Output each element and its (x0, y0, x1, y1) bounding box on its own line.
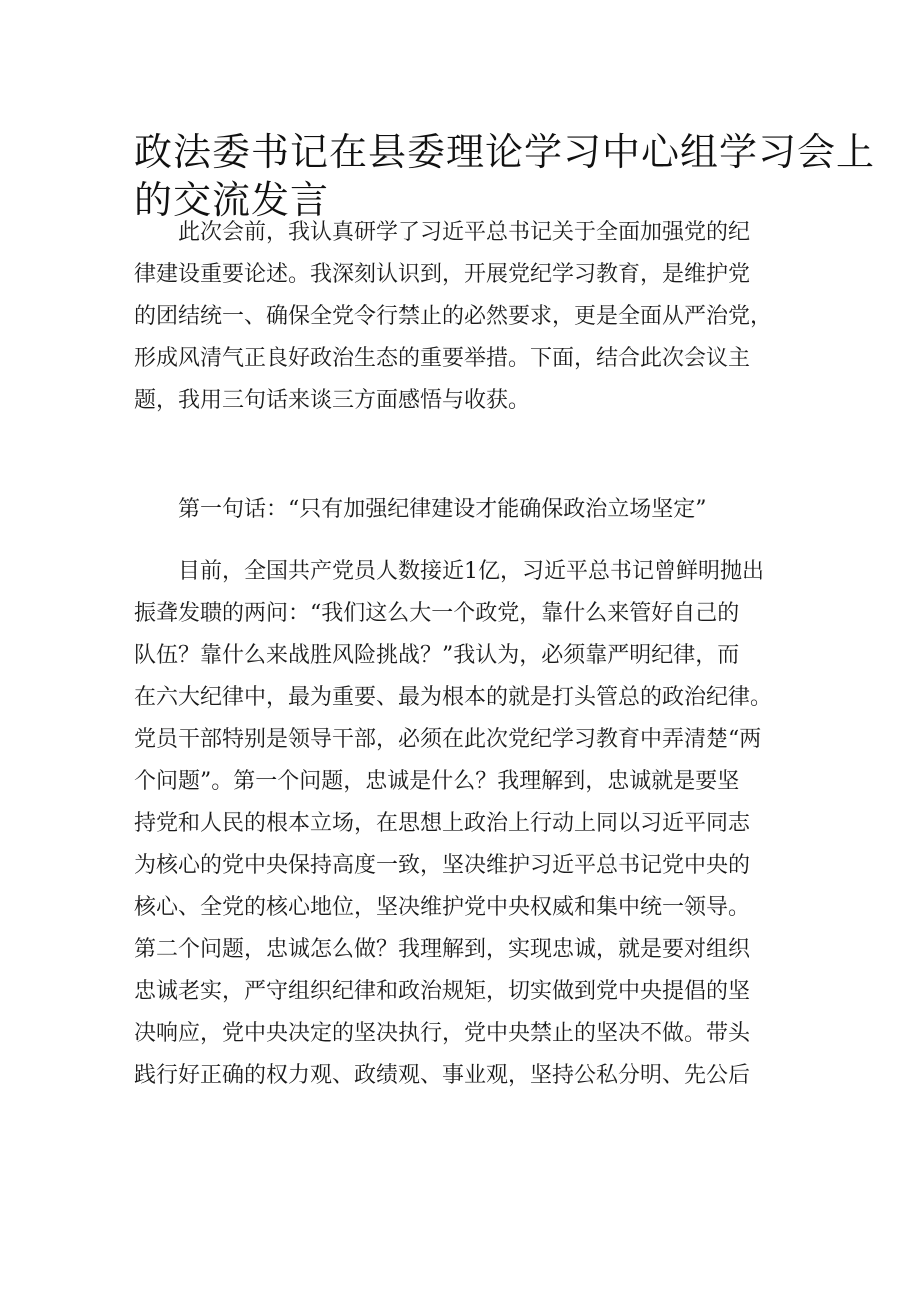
text-line: 决响应，党中央决定的坚决执行，党中央禁止的坚决不做。带头 (134, 1021, 751, 1046)
text-line: 为核心的党中央保持高度一致，坚决维护习近平总书记党中央的 (134, 853, 751, 878)
document-title (134, 128, 876, 224)
title-line: 政法委书记在县委理论学习中心组学习会上 (134, 130, 876, 174)
text-line: 第二个问题，忠诚怎么做？我理解到，实现忠诚，就是要对组织 (134, 937, 751, 962)
text-line: 的团结统一、确保全党令行禁止的必然要求，更是全面从严治党， (134, 304, 773, 329)
text-line: 振聋发聩的两问：“我们这么大一个政党，靠什么来管好自己的 (134, 601, 740, 626)
text-line: 形成风清气正良好政治生态的重要举措。下面，结合此次会议主 (134, 346, 751, 371)
text-line: 持党和人民的根本立场，在思想上政治上行动上同以习近平同志 (134, 811, 751, 836)
title-line: 的交流发言 (134, 178, 330, 222)
text-line: 践行好正确的权力观、政绩观、事业观，坚持公私分明、先公后 (134, 1063, 751, 1088)
text-line: 个问题”。第一个问题，忠诚是什么？我理解到，忠诚就是要坚 (134, 769, 740, 794)
text-line: 此次会前，我认真研学了习近平总书记关于全面加强党的纪 (178, 220, 751, 245)
text-line: 第一句话：“只有加强纪律建设才能确保政治立场坚定” (178, 497, 707, 522)
paragraph-intro (134, 212, 794, 422)
paragraph-first-section (134, 551, 794, 1097)
text-line: 队伍？靠什么来战胜风险挑战？”我认为，必须靠严明纪律，而 (134, 643, 740, 668)
text-line: 党员干部特别是领导干部，必须在此次党纪学习教育中弄清楚“两 (134, 727, 762, 752)
text-line: 目前，全国共产党员人数接近1亿，习近平总书记曾鲜明抛出 (178, 559, 764, 584)
text-line: 在六大纪律中，最为重要、最为根本的就是打头管总的政治纪律。 (134, 685, 773, 710)
text-line: 题，我用三句话来谈三方面感悟与收获。 (134, 388, 531, 413)
text-line: 律建设重要论述。我深刻认识到，开展党纪学习教育，是维护党 (134, 262, 751, 287)
text-line: 忠诚老实，严守组织纪律和政治规矩，切实做到党中央提倡的坚 (134, 979, 751, 1004)
text-line: 核心、全党的核心地位，坚决维护党中央权威和集中统一领导。 (134, 895, 751, 920)
section-heading-first (134, 489, 794, 531)
